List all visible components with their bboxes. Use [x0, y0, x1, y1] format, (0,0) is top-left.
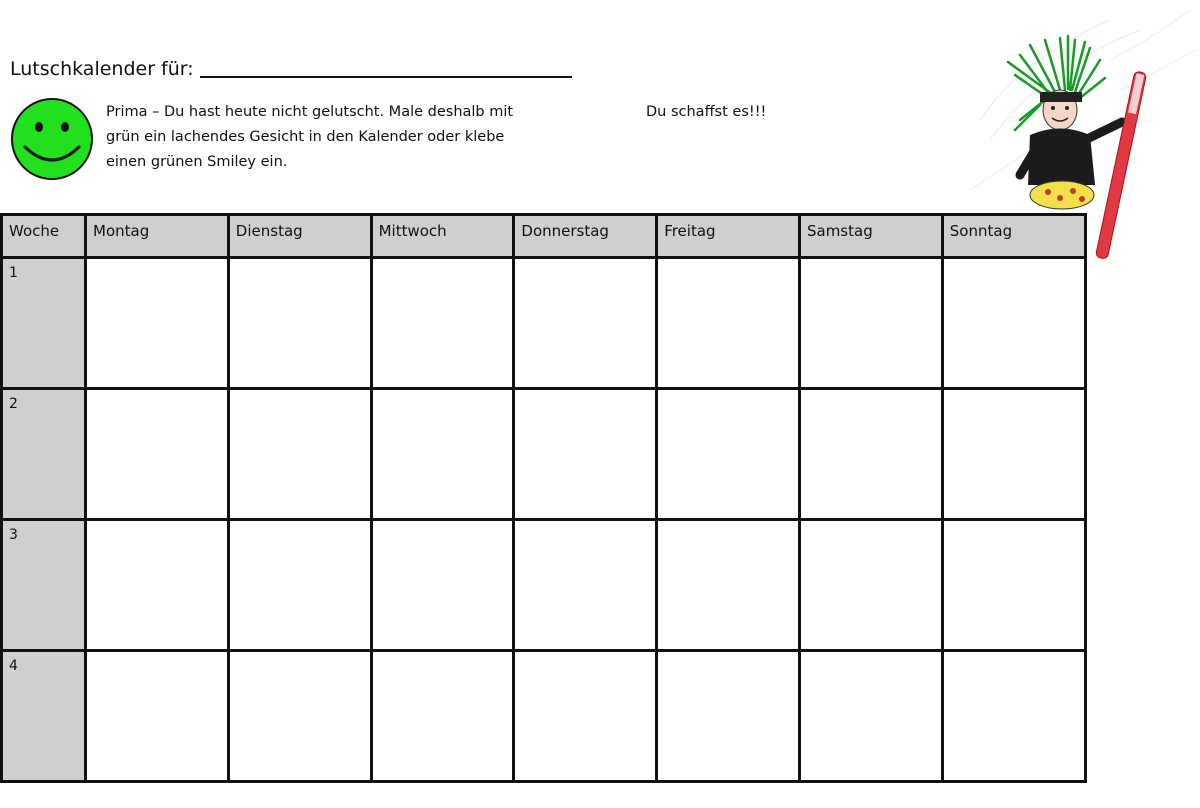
green-smiley-face-icon — [10, 97, 94, 181]
header-wednesday: Mittwoch — [371, 215, 514, 258]
week-row — [2, 389, 1086, 520]
day-cell — [371, 389, 514, 520]
header-saturday: Samstag — [799, 215, 942, 258]
day-cell — [86, 258, 229, 389]
day-cell — [228, 651, 371, 782]
header-thursday: Donnerstag — [514, 215, 657, 258]
day-cell — [371, 258, 514, 389]
week-row — [2, 651, 1086, 782]
day-cell — [942, 258, 1085, 389]
week-row — [2, 520, 1086, 651]
day-cell — [942, 520, 1085, 651]
calendar-table — [0, 213, 1087, 783]
header-monday: Montag — [86, 215, 229, 258]
day-cell — [228, 258, 371, 389]
calendar-header-row — [2, 215, 1086, 258]
day-cell — [228, 520, 371, 651]
day-cell — [86, 520, 229, 651]
day-cell — [371, 520, 514, 651]
week-row — [2, 258, 1086, 389]
day-cell — [799, 389, 942, 520]
header-week: Woche — [2, 215, 86, 258]
day-cell — [514, 651, 657, 782]
week-number: 4 — [2, 651, 86, 782]
day-cell — [657, 389, 800, 520]
name-blank-line — [200, 76, 572, 78]
day-cell — [371, 651, 514, 782]
title-text: Lutschkalender für: — [10, 58, 194, 80]
day-cell — [799, 258, 942, 389]
header-tuesday: Dienstag — [228, 215, 371, 258]
instruction-text: Prima – Du hast heute nicht gelutscht. Male deshalb mit grün ein lachendes Gesicht in den Kalender oder klebe einen grünen Smiley ein. — [106, 104, 514, 170]
week-number: 2 — [2, 389, 86, 520]
day-cell — [514, 258, 657, 389]
day-cell — [799, 520, 942, 651]
header-friday: Freitag — [657, 215, 800, 258]
day-cell — [86, 651, 229, 782]
day-cell — [657, 651, 800, 782]
header-sunday: Sonntag — [942, 215, 1085, 258]
day-cell — [514, 520, 657, 651]
week-number: 1 — [2, 258, 86, 389]
day-cell — [942, 651, 1085, 782]
week-number: 3 — [2, 520, 86, 651]
motivation-text: Du schaffst es!!! — [646, 104, 767, 120]
day-cell — [942, 389, 1085, 520]
day-cell — [657, 258, 800, 389]
day-cell — [657, 520, 800, 651]
day-cell — [86, 389, 229, 520]
day-cell — [228, 389, 371, 520]
calendar-title — [10, 58, 572, 80]
day-cell — [514, 389, 657, 520]
day-cell — [799, 651, 942, 782]
